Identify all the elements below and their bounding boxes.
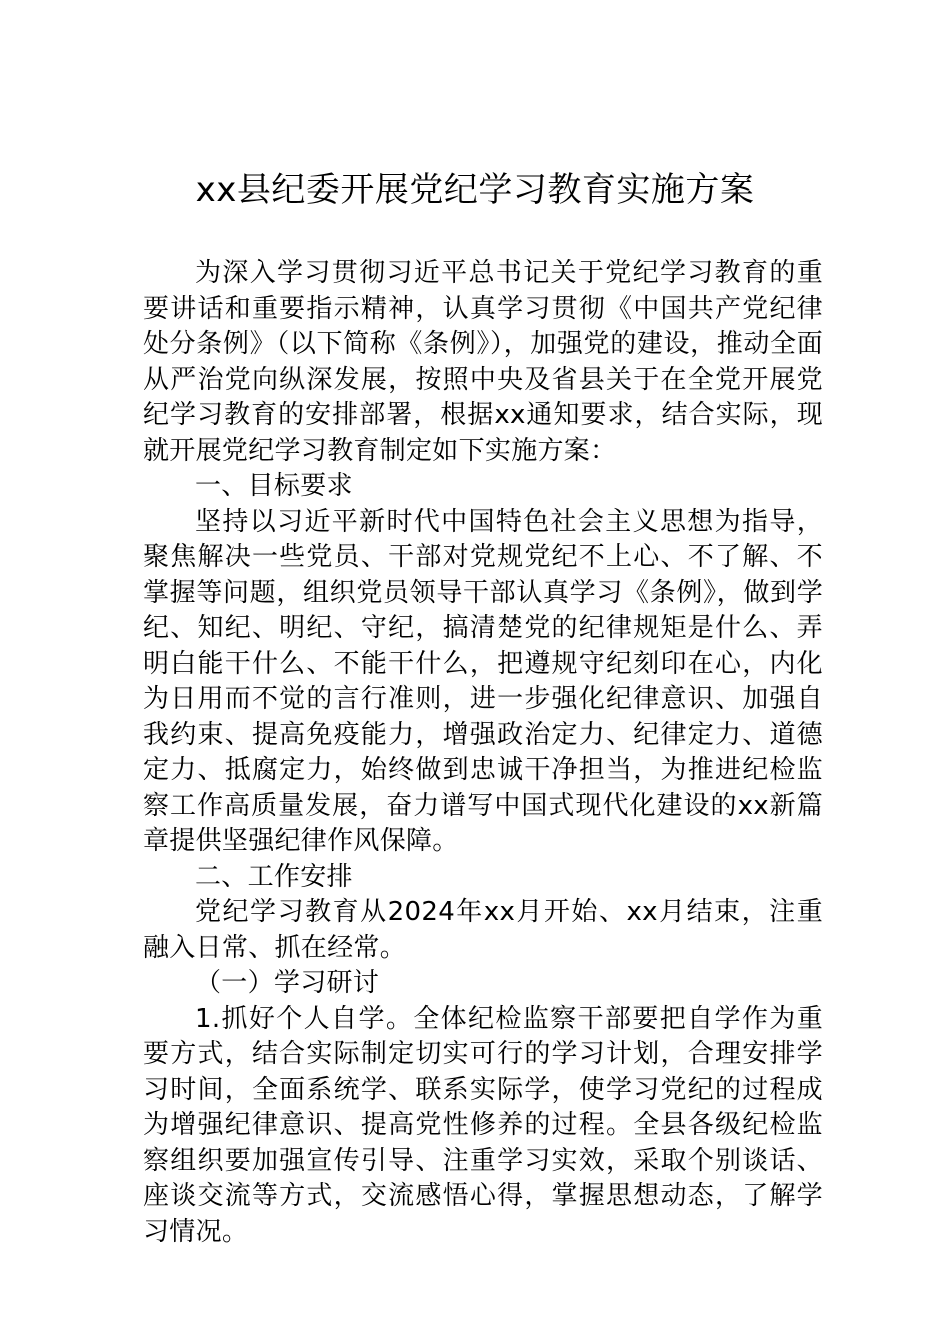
section-heading-goals: 一、目标要求	[195, 471, 353, 501]
document-title: xx县纪委开展党纪学习教育实施方案	[195, 170, 755, 210]
subsection-heading-study: （一）学习研讨	[195, 968, 380, 998]
section-heading-arrangement: 二、工作安排	[195, 861, 353, 892]
self-study-paragraph: 1.抓好个人自学。全体纪检监察干部要把自学作为重要方式，结合实际制定切实可行的学习计划，合理安排学习时间，全面系统学、联系实际学，使学习党纪的过程成为增强纪律意识、提高党性修养的过程。全县各级纪检监察组织要加强宣传引导、注重学习实效，采取个别谈话、座谈交流等方式，交流感悟心得，掌握思想动态，了解学习情况。	[143, 1003, 823, 1247]
intro-paragraph: 为深入学习贯彻习近平总书记关于党纪学习教育的重要讲话和重要指示精神，认真学习贯彻《中国共产党纪律处分条例》（以下简称《条例》），加强党的建设，推动全面从严治党向纵深发展，按照中央及省县关于在全党开展党纪学习教育的安排部署，根据xx通知要求，结合实际，现就开展党纪学习教育制定如下实施方案：	[143, 258, 823, 466]
document-body	[143, 256, 823, 1250]
arrangement-paragraph: 党纪学习教育从2024年xx月开始、xx月结束，注重融入日常、抓在经常。	[143, 897, 823, 963]
goals-paragraph: 坚持以习近平新时代中国特色社会主义思想为指导，聚焦解决一些党员、干部对党规党纪不上心、不了解、不掌握等问题，组织党员领导干部认真学习《条例》，做到学纪、知纪、明纪、守纪，搞清楚党的纪律规矩是什么、弄明白能干什么、不能干什么，把遵规守纪刻印在心，内化为日用而不觉的言行准则，进一步强化纪律意识、加强自我约束、提高免疫能力，增强政治定力、纪律定力、道德定力、抵腐定力，始终做到忠诚干净担当，为推进纪检监察工作高质量发展，奋力谱写中国式现代化建设的xx新篇章提供坚强纪律作风保障。	[143, 506, 823, 856]
